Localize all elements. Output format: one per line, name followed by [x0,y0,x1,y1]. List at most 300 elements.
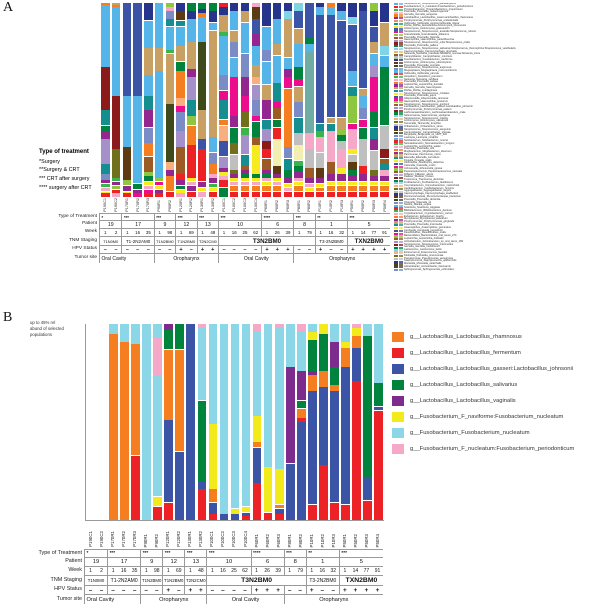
table-cell: 39 [275,568,281,574]
sample-tick-label [347,197,358,212]
table-cell: 5 [347,221,390,228]
table-cell: 98 [153,568,160,574]
taxa-legend-label: Centipeda_Centipeda_periodontii [404,228,443,232]
bar-segment [380,149,388,158]
table-cell: – [293,246,304,253]
taxa-legend-label: Treponema_Treponema_denticola [404,178,444,182]
sample-tick-label [154,197,165,212]
species-legend-item [392,345,598,361]
sample-tick-text: P50R4 [382,200,387,212]
bar-segment [198,328,207,400]
bar-segment [153,507,162,520]
bar-segment [144,21,152,48]
bar-segment [252,182,260,186]
bar-segment [209,153,217,164]
bar-segment [348,162,356,169]
sample-tick-label [315,197,326,212]
table-cell: 2 [114,230,118,235]
species-legend-item [392,329,598,345]
bar-segment [112,7,120,96]
bar-segment [209,489,218,502]
table-cell: 32 [339,230,345,235]
taxa-legend-label: Bergeyella_Bergeyella_sp_HMT_322 [404,133,447,137]
taxa-legend-label: Prevotella_Prevotella_denticola [404,197,441,201]
table-cell: 14 [352,568,359,574]
sample-tick-text: P170R2 [135,198,140,212]
table-cell: 25 [231,568,237,574]
table-row-label: Patient [65,558,82,564]
bar-segment [112,96,120,148]
table-cell: 1 [251,567,262,575]
bar-segment [133,3,141,96]
table-cell: 1 [306,567,317,575]
bar-segment [176,180,184,185]
bar-segment [262,27,270,50]
bar-segment [327,162,335,173]
bar-segment [359,96,367,107]
table-cell: Oropharynx [293,254,390,263]
bar-segment [144,96,152,109]
bar-segment [176,3,184,10]
bar-segment [198,42,206,110]
bar-segment [112,5,120,7]
sample-tick-label [173,521,184,547]
sample-tick-text: P50R2 [361,200,366,212]
table-cell: + [197,246,208,253]
table-cell: T3-2N2BM0 [306,576,339,585]
sample-tick-label [218,197,229,212]
taxa-legend-label: Porphyromonas_Porphyromonas_endodontalis [404,18,459,22]
bar-segment [209,188,217,192]
sample-tick-label [118,521,129,547]
bar-segment [327,131,335,162]
sample-tick-label [272,197,283,212]
bar-segment [327,118,335,123]
bar-segment [198,110,206,139]
bar-segment [253,416,262,441]
bar-segment [294,118,302,133]
table-cell: – [154,586,159,594]
bar-segment [337,168,345,173]
sample-tick-label [100,197,111,212]
bar-segment [219,15,227,32]
table-cell: – [307,246,311,253]
table-cell: 48 [198,568,204,574]
taxa-legend-label: Lautropia_Lautropia_mirabilis [404,136,439,140]
bar-segment [348,176,356,181]
taxa-legend-label: Actinomyces_Actinomyces_graevenitzii [404,27,450,31]
bar-segment [308,375,317,390]
sample-tick-label [121,197,132,212]
table-cell: + [199,586,203,594]
sample-tick-text: P170R3 [146,198,151,212]
bar-segment [284,89,292,147]
table-cell: 6 [261,221,293,228]
bar-segment [348,129,356,148]
bar-segment [187,126,195,145]
table-cell: * [101,214,104,220]
bar-segment [286,367,295,463]
taxa-legend-label: Prevotella_Prevotella_melaninogenica [404,10,449,14]
taxa-legend-label: Desulfobulbus_Desulfobulbus_oralis [404,231,446,235]
table-cell: + [361,246,365,253]
taxa-legend-label: Streptococcus_Streptococcus_infantis [404,116,448,120]
taxa-legend-label: Pseudomonas_Pseudomonas_aeruginosa [404,256,453,260]
table-row-label: Tumor site [56,596,82,602]
bar-segment [308,340,317,371]
taxa-legend-label: Leptotrichia_Leptotrichia_wadei [404,144,441,148]
sample-tick-text: P10R1 [318,200,323,212]
table-cell: – [168,246,172,253]
bar-segment [370,11,378,26]
bar-segment [352,348,361,381]
table-cell: – [121,246,132,253]
table-cell: – [99,586,104,594]
table-cell: 32 [330,568,337,574]
bar-segment [262,186,270,191]
sample-tick-label [369,197,380,212]
bar-segment [316,168,324,177]
table-cell: T1-2N2AM0 [121,237,153,245]
sample-tick-text: P10R3 [330,533,336,547]
bar-segment [273,108,281,119]
bar-segment [273,19,281,44]
bar-segment [230,42,238,57]
sample-tick-label [350,521,361,547]
table-cell: 1 [104,230,107,235]
taxa-legend-label: Slackia_Slackia_exigua [404,203,432,207]
bar-segment [252,7,260,18]
bar-segment [284,178,292,183]
table-cell: 98 [167,230,173,235]
sample-tick-text: P60R3 [285,200,290,212]
bar-segment [219,188,227,197]
bar-segment [305,52,313,133]
bar-segment [352,324,361,328]
bar-segment [155,3,163,47]
table-row-label: Type of Treatment [58,214,97,219]
bar-segment [341,342,350,348]
bar-segment [164,330,173,349]
table-row [99,220,390,228]
sample-tick-label [228,521,239,547]
bar-segment [230,31,238,42]
bar-segment [297,418,306,422]
table-cell: 91 [374,568,381,574]
taxa-legend-label: Corynebacterium_Corynebacterium_matruchotii [404,183,460,187]
sample-tick-label [96,521,107,547]
taxa-legend-label: Bifidobacterium_Bifidobacterium_dentium [404,208,452,212]
bar-segment [209,424,218,488]
species-color-swatch [392,348,404,358]
bar-segment [187,186,195,191]
bar-segment [166,50,174,54]
bar-segment [305,168,313,177]
bar-segment [142,324,151,520]
taxa-legend-label: Catonella_Catonella_morbi [404,164,436,168]
taxa-legend-label: Campylobacter_Campylobacter_showae [404,130,451,134]
bar-segment [319,371,328,386]
bar-segment [166,19,174,26]
sample-tick-label [273,521,284,547]
table-cell: 62 [242,568,248,574]
bar-segment [219,126,227,141]
bar-segment [337,141,345,148]
table-cell: 26 [274,230,280,235]
bar-segment [316,7,324,14]
taxa-legend-label: Prevotella_Prevotella_histicola [404,35,440,39]
taxa-legend-label: Cryptobacterium_Cryptobacterium_curtum [404,211,453,215]
bar-segment [273,182,281,186]
bar-segment [380,46,388,55]
species-legend-label: g__Lactobacillus_Lactobacillus_fermentum [410,350,521,356]
sample-tick-text: P80R2 [307,200,312,212]
bar-segment [144,182,152,186]
taxa-legend-label: Prevotella_Prevotella_jejuni [404,94,437,98]
table-cell: 17 [121,221,153,228]
bar-segment [198,3,206,8]
bar-segment [294,178,302,182]
bar-segment [294,3,302,10]
taxa-color-swatch [394,269,398,271]
bar-segment [359,120,367,127]
table-cell: – [298,586,302,594]
bar-segment [348,186,356,191]
bar-segment [316,124,324,131]
table-cell: 8 [293,221,314,228]
bar-segment [231,324,240,508]
taxa-legend-label: Campylobacter_Campylobacter_concisus [404,55,452,59]
bar-segment [273,120,281,127]
bar-segment [198,17,206,42]
species-legend-item [392,425,598,441]
bar-segment [305,133,313,148]
taxa-legend-label: Granulicatella_Granulicatella_adiacens [404,32,449,36]
sample-tick-label [326,197,337,212]
taxa-legend-label: Leptotrichia_Leptotrichia_hofstadii [404,236,444,240]
bar-segment [112,182,120,186]
panel-b-species-legend [392,329,598,457]
sample-tick-text: P100C4 [253,198,258,212]
treatment-legend-item: *Surgery [39,158,60,165]
table-cell: 13 [184,558,206,566]
bar-segment [133,184,141,189]
bar-segment [297,422,306,520]
bar-segment [337,149,345,168]
taxa-legend-label: Streptococcus_Streptococcus_anginosus [404,66,452,70]
bar-segment [275,328,284,469]
bar-segment [209,178,217,183]
bar-segment [155,71,163,177]
sample-tick-label [304,197,315,212]
bar-segment [380,126,388,149]
bar-segment [305,149,313,168]
bar-segment [252,116,260,121]
table-cell: – [254,246,258,253]
table-row [99,245,390,253]
taxa-legend-label: Streptococcus_Streptococcus_cristatus [404,91,450,95]
bar-segment [273,56,281,83]
bar-segment [297,371,306,400]
sample-tick-label [261,197,272,212]
table-cell: * [86,551,89,556]
table-cell: ** [315,214,347,220]
bar-segment [264,467,273,512]
bar-segment [341,324,350,341]
table-cell: + [276,586,280,594]
taxa-legend-label: Bacteroidetes_Bacteroidetes_oral_taxon_274 [404,234,457,238]
bar-segment [120,324,129,341]
sample-tick-label [250,197,261,212]
taxa-legend-label: Lactobacillus_Lactobacillus_gasseri:Lactobacillus_johnsonii [404,105,473,109]
sample-tick-text: P80R2 [297,533,303,547]
bar-segment [337,21,345,118]
bar-segment [241,96,249,111]
bar-segment [164,324,173,330]
sample-tick-text: P100C2 [232,198,237,212]
bar-segment [305,184,313,188]
bar-segment [166,27,174,50]
table-cell: T3-2N2BM0 [315,237,347,245]
table-cell: T1N2BM0 [142,578,162,583]
taxa-legend-label: Oribacterium_Oribacterium_sinus [404,125,443,129]
bar-segment [337,186,345,191]
bar-segment [144,3,152,20]
table-cell: Oral Cavity [206,595,283,604]
taxa-legend-label: Lachnoanaerobaculum_Lachnoanaerobaculum_orale [404,111,466,115]
sample-tick-label [358,197,369,212]
panel-b-label: B [3,310,13,325]
table-cell: – [146,246,150,253]
bar-segment [252,145,260,174]
table-cell: + [211,246,215,253]
bar-segment [219,157,227,168]
taxa-legend-label: Dialister_Dialister_invisus [404,175,434,179]
table-row [99,253,390,263]
taxa-legend-label: Moraxella_Moraxella_catarrhalis [404,262,442,266]
sample-tick-label [339,521,350,547]
bar-segment [166,176,174,191]
table-cell: – [218,246,229,253]
bar-segment [198,481,207,488]
sample-tick-label [229,197,240,212]
table-cell: + [364,586,369,594]
table-cell: – [232,586,236,594]
bar-segment [198,9,206,13]
table-cell: **** [261,214,293,220]
taxa-legend-label: Lactococcus_Lactococcus_lactis [404,248,442,252]
table-cell: + [315,246,326,253]
table-cell: – [132,586,137,594]
taxa-legend-label: Haemophilus_Haemophilus_sputorum [404,99,448,103]
sample-tick-label [175,197,186,212]
bar-segment [252,77,260,84]
panel-b-sample-labels [0,521,600,547]
table-cell: Oral Cavity [218,254,293,263]
sample-tick-text: P90R1 [143,533,149,547]
bar-segment [286,324,295,367]
bar-segment [284,184,292,188]
table-cell: 91 [382,230,388,235]
table-cell: + [275,246,279,253]
taxa-legend-label: Haemophilus_Haemophilus_parainfluenzae [404,38,455,42]
table-row [84,549,383,557]
taxa-legend-label: Olsenella_Olsenella_uli [404,200,432,204]
bar-segment [348,124,356,129]
sample-tick-text: P170R1 [110,531,116,547]
table-cell: *** [206,550,250,557]
bar-segment [176,131,184,146]
bar-segment [153,338,162,375]
table-cell: 9 [140,558,162,566]
panel-a-stacked-bar-chart [100,3,390,197]
bar-segment [176,27,184,46]
table-cell: 39 [285,230,291,235]
bar-segment [252,122,260,137]
bar-segment [363,324,372,335]
bar-segment [327,124,335,131]
bar-segment [144,128,152,143]
taxa-legend-label: Lactobacillus_Lactobacillus_casei:Lactobacillus_rhamnosus [404,15,473,19]
bar-segment [294,79,302,86]
taxa-legend-label: Neisseria_Neisseria_subflava [404,77,439,81]
species-legend-item [392,409,598,425]
table-cell: T1-2N2AM0 [107,576,140,585]
table-cell: 5 [339,558,383,566]
taxa-legend-label: Streptococcus_Streptococcus_gordonii [404,102,449,106]
table-row [99,228,390,236]
bar-segment [219,75,227,90]
taxa-legend-label: Parvimonas_Parvimonas_micra [404,153,441,157]
bar-segment [209,137,217,152]
bar-segment [231,514,240,520]
bar-segment [219,176,227,180]
bar-segment [286,464,295,520]
bar-segment [176,98,184,105]
table-cell: + [162,586,173,594]
taxa-legend-label: Atopobium_Atopobium_parvulum [404,74,443,78]
species-legend-label: g__Fusobacterium_F_nucleatum:Fusobacterium_periodonticum [410,446,575,452]
table-cell: – [331,586,336,594]
sample-tick-text: P170R3 [132,531,138,547]
taxa-legend-label: Fretibacterium_Fretibacterium_fastidiosum [404,181,454,184]
species-legend-label: g__Fusobacterium_Fusobacterium_nucleatum [410,430,530,436]
sample-tick-text: P60R1 [264,200,269,212]
bar-segment [209,174,217,178]
sample-tick-label [240,521,251,547]
bar-segment [123,147,131,180]
bar-segment [305,44,313,51]
bar-segment [219,172,227,176]
bar-segment [187,69,195,76]
bar-segment [230,174,238,178]
bar-segment [294,87,302,102]
bar-segment [101,5,109,67]
table-cell: 6 [251,558,284,566]
bar-segment [198,139,206,148]
bar-segment [144,186,152,190]
table-cell: 1 [339,567,350,575]
bar-segment [241,174,249,178]
bar-segment [186,324,195,520]
bar-segment [316,184,324,188]
bar-segment [120,342,129,520]
table-cell: 1 [315,229,326,236]
sample-tick-text: P50R1 [341,533,347,547]
table-cell: 2 [100,568,103,574]
bar-segment [348,149,356,154]
bar-segment [370,170,378,175]
